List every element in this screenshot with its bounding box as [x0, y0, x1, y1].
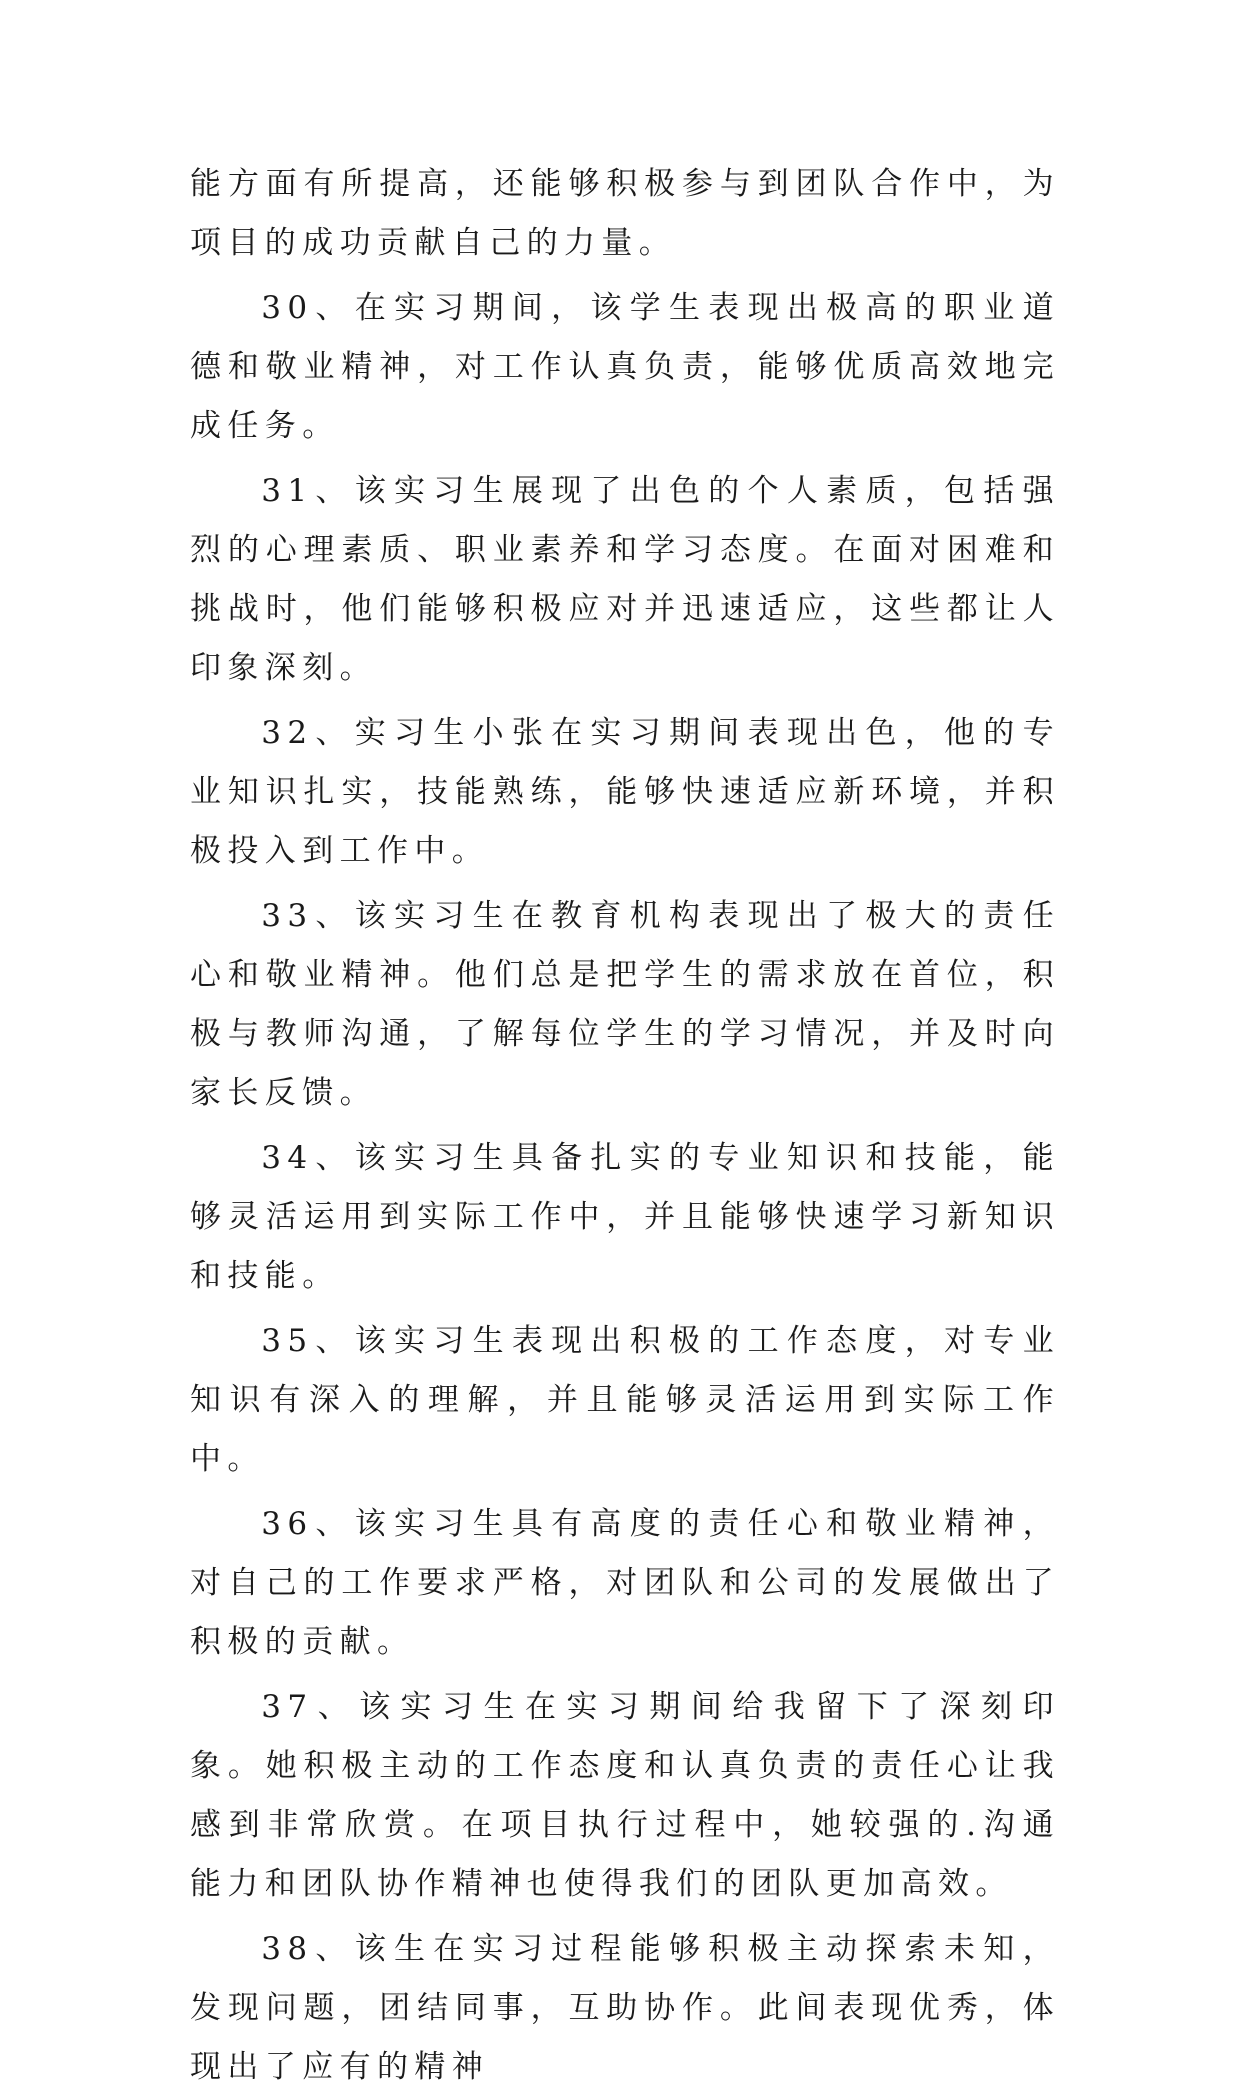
- paragraph-30: 30、在实习期间，该学生表现出极高的职业道德和敬业精神，对工作认真负责，能够优质高效地完成任务。: [190, 290, 1060, 444]
- document-body: [190, 155, 1060, 2097]
- paragraph-34: 34、该实习生具备扎实的专业知识和技能，能够灵活运用到实际工作中，并且能够快速学习新知识和技能。: [190, 1140, 1060, 1294]
- paragraph-31: 31、该实习生展现了出色的个人素质，包括强烈的心理素质、职业素养和学习态度。在面对困难和挑战时，他们能够积极应对并迅速适应，这些都让人印象深刻。: [190, 473, 1060, 686]
- paragraph-35: 35、该实习生表现出积极的工作态度，对专业知识有深入的理解，并且能够灵活运用到实际工作中。: [190, 1323, 1060, 1477]
- paragraph-36: 36、该实习生具有高度的责任心和敬业精神，对自己的工作要求严格，对团队和公司的发展做出了积极的贡献。: [190, 1506, 1060, 1660]
- paragraph-32: 32、实习生小张在实习期间表现出色，他的专业知识扎实，技能熟练，能够快速适应新环境，并积极投入到工作中。: [190, 715, 1060, 869]
- paragraph-33: 33、该实习生在教育机构表现出了极大的责任心和敬业精神。他们总是把学生的需求放在首位，积极与教师沟通，了解每位学生的学习情况，并及时向家长反馈。: [190, 898, 1060, 1111]
- paragraph-continuation: 能方面有所提高，还能够积极参与到团队合作中，为项目的成功贡献自己的力量。: [190, 166, 1060, 261]
- paragraph-37: 37、该实习生在实习期间给我留下了深刻印象。她积极主动的工作态度和认真负责的责任心让我感到非常欣赏。在项目执行过程中，她较强的.沟通能力和团队协作精神也使得我们的团队更加高效。: [190, 1689, 1060, 1902]
- paragraph-38: 38、该生在实习过程能够积极主动探索未知，发现问题，团结同事，互助协作。此间表现优秀，体现出了应有的精神: [190, 1931, 1060, 2085]
